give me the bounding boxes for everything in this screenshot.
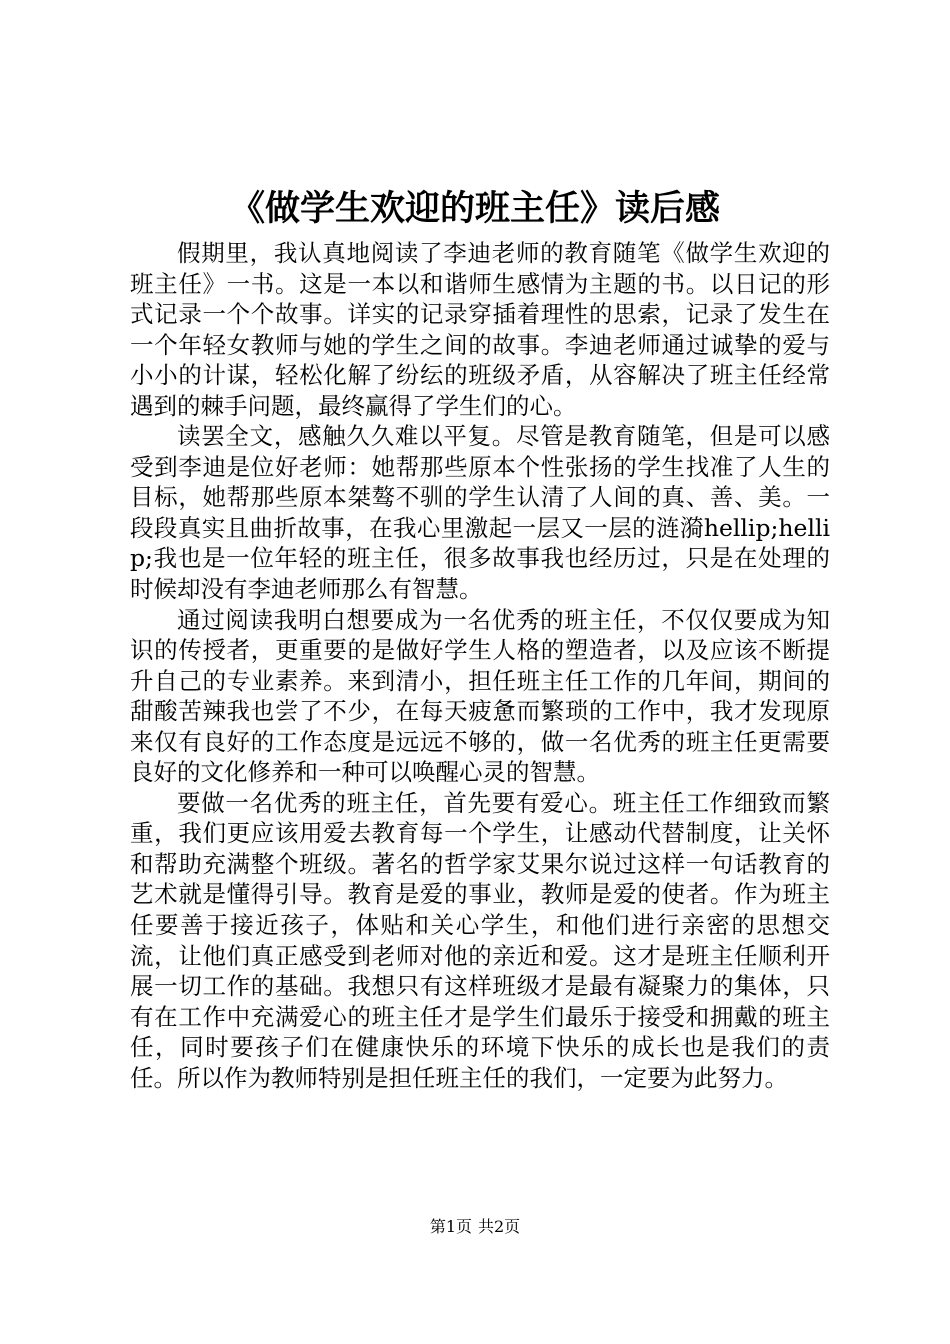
paragraph: 通过阅读我明白想要成为一名优秀的班主任，不仅仅要成为知识的传授者，更重要的是做好学生人格的塑造者，以及应该不断提升自己的专业素养。来到清小，担任班主任工作的几年间，期间的甜酸苦辣我也尝了不少，在每天疲惫而繁琐的工作中，我才发现原来仅有良好的工作态度是远远不够的，做一名优秀的班主任更需要良好的文化修养和一种可以唤醒心灵的智慧。	[130, 605, 830, 787]
document-title: 《做学生欢迎的班主任》读后感	[229, 188, 720, 229]
page-footer	[0, 1217, 950, 1237]
paragraph: 要做一名优秀的班主任，首先要有爱心。班主任工作细致而繁重，我们更应该用爱去教育每一个学生，让感动代替制度，让关怀和帮助充满整个班级。著名的哲学家艾果尔说过这样一句话教育的艺术就是懂得引导。教育是爱的事业，教师是爱的使者。作为班主任要善于接近孩子，体贴和关心学生，和他们进行亲密的思想交流，让他们真正感受到老师对他的亲近和爱。这才是班主任顺利开展一切工作的基础。我想只有这样班级才是最有凝聚力的集体，只有在工作中充满爱心的班主任才是学生们最乐于接受和拥戴的班主任，同时要孩子们在健康快乐的环境下快乐的成长也是我们的责任。所以作为教师特别是担任班主任的我们，一定要为此努力。	[130, 788, 830, 1092]
page-total: 共2页	[478, 1217, 521, 1236]
paragraph: 假期里，我认真地阅读了李迪老师的教育随笔《做学生欢迎的班主任》一书。这是一本以和谐师生感情为主题的书。以日记的形式记录一个个故事。详实的记录穿插着理性的思索，记录了发生在一个年轻女教师与她的学生之间的故事。李迪老师通过诚挚的爱与小小的计谋，轻松化解了纷纭的班级矛盾，从容解决了班主任经常遇到的棘手问题，最终赢得了学生们的心。	[130, 239, 830, 420]
document-body	[130, 238, 830, 1093]
page-number: 第1页	[429, 1217, 472, 1236]
paragraph: 读罢全文，感触久久难以平复。尽管是教育随笔，但是可以感受到李迪是位好老师：她帮那些原本个性张扬的学生找准了人生的目标，她帮那些原本桀骜不驯的学生认清了人间的真、善、美。一段段真实且曲折故事，在我心里激起一层又一层的涟漪hellip;hellip;我也是一位年轻的班主任，很多故事我也经历过，只是在处理的时候却没有李迪老师那么有智慧。	[130, 422, 830, 604]
